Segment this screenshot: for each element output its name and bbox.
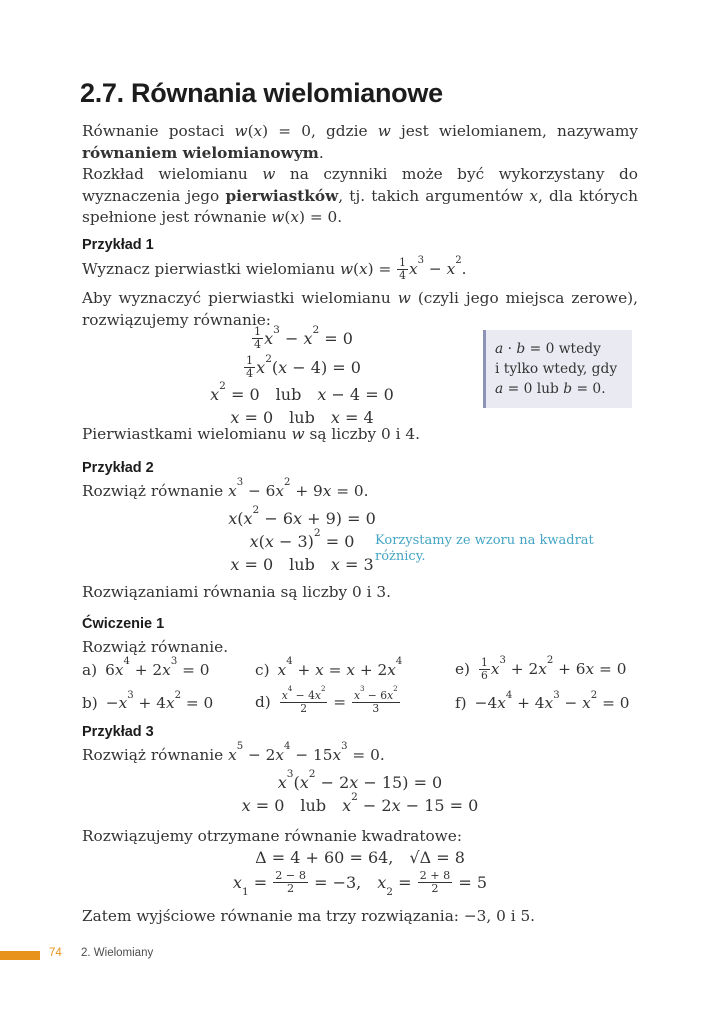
item-math: $-x^3 + 4x^2 = 0$ (105, 689, 214, 713)
rule-line: i tylko wtedy, gdy (495, 361, 618, 377)
exercise1-heading: Ćwiczenie 1 (82, 616, 165, 632)
exercise-item-f (455, 689, 638, 713)
example1-equations (82, 324, 522, 431)
item-math: $\frac{x^4 - 4x^2}{2}$ = $\frac{x^3 - 6x^2}{3}$ (281, 684, 398, 715)
equation-line: x = 0 lub $x^2 - 2x - 15 = 0$ (241, 790, 479, 815)
footer-accent-bar (0, 951, 40, 960)
exercise-item-d (255, 684, 455, 715)
example1-task: Wyznacz pierwiastki wielomianu w(x) = $\frac{1}{4}$ $x^3 - x^2$. (82, 255, 467, 282)
example1-lead: Aby wyznaczyć pierwiastki wielomianu w (czyli jego miejsca zerowe), rozwiązujemy równanie: (82, 289, 638, 329)
equation-line: $x_1$ = $\frac{2 - 8}{2}$ = −3, $x_2$ = $\frac{2 + 8}{2}$ = 5 (232, 869, 488, 899)
example3-equations-2 (82, 848, 638, 900)
rule-info-box (483, 330, 632, 408)
exercise-item-e (455, 655, 638, 682)
example3-heading: Przykład 3 (82, 724, 154, 740)
equation-line: x = 0 lub x = 4 (230, 408, 374, 428)
equation-line: x = 0 lub x = 3 (230, 555, 374, 574)
item-math: $\frac{1}{6}$ $x^3 + 2x^2 + 6x = 0$ (481, 655, 627, 682)
item-math: $x^4 + x = x + 2x^4$ (277, 656, 403, 680)
page-title: 2.7. Równania wielomianowe (80, 78, 443, 108)
item-label: f) (455, 694, 467, 713)
exercise1-items (82, 655, 638, 715)
rule-line: a = 0 lub b = 0. (495, 381, 606, 397)
equation-line: $\frac{1}{4}$ $x^2(x - 4) = 0$ (246, 353, 361, 381)
chapter-label: 2. Wielomiany (81, 947, 154, 959)
example1-heading: Przykład 1 (82, 237, 154, 253)
example2-conclusion: Rozwiązaniami równania są liczby 0 i 3. (82, 583, 391, 601)
item-math: $6x^4 + 2x^3 = 0$ (105, 656, 210, 680)
item-label: a) (82, 661, 98, 680)
exercise1-task: Rozwiąż równanie. (82, 638, 229, 656)
page-number: 74 (49, 947, 62, 959)
example2-heading: Przykład 2 (82, 460, 154, 476)
item-label: b) (82, 694, 98, 713)
example3-equations-1 (82, 767, 638, 819)
exercise-item-a (82, 656, 255, 680)
example1-conclusion: Pierwiastkami wielomianu w są liczby 0 i 4. (82, 425, 420, 443)
margin-note: Korzystamy ze wzoru na kwadrat różnicy. (375, 533, 594, 564)
item-label: e) (455, 660, 471, 679)
equation-line: $x(x - 3)^2 = 0$ (249, 526, 355, 551)
exercise-item-c (255, 656, 455, 680)
intro-paragraph-1: Równanie postaci w(x) = 0, gdzie w jest wielomianem, nazywamy równaniem wielomianowym. (82, 122, 638, 162)
item-label: d) (255, 693, 271, 712)
exercise-item-b (82, 689, 255, 713)
equation-line: $x^2 = 0$ lub x − 4 = 0 (210, 380, 394, 405)
item-math: $-4x^4 + 4x^3 - x^2 = 0$ (474, 689, 630, 713)
equation-line: $x^3(x^2 - 2x - 15) = 0$ (277, 767, 443, 792)
example3-lead: Rozwiązujemy otrzymane równanie kwadratowe: (82, 827, 462, 845)
intro-paragraph-2: Rozkład wielomianu w na czynniki może być wykorzystany do wyznaczenia jego pierwiastków, tj. takich argumentów x, dla których spełnione jest równanie w(x) = 0. (82, 165, 638, 227)
equation-line: Δ = 4 + 60 = 64, √Δ = 8 (255, 848, 465, 867)
item-label: c) (255, 661, 270, 680)
rule-line: a · b = 0 wtedy (495, 341, 601, 357)
example3-task: Rozwiąż równanie $x^5 - 2x^4 - 15x^3 = 0$. (82, 741, 385, 764)
equation-line: $x(x^2 - 6x + 9) = 0$ (228, 503, 376, 528)
example2-task: Rozwiąż równanie $x^3 - 6x^2 + 9x = 0$. (82, 477, 369, 500)
equation-line: $\frac{1}{4}$ $x^3 - x^2 = 0$ (254, 324, 353, 352)
example3-conclusion: Zatem wyjściowe równanie ma trzy rozwiązania: −3, 0 i 5. (82, 907, 536, 925)
